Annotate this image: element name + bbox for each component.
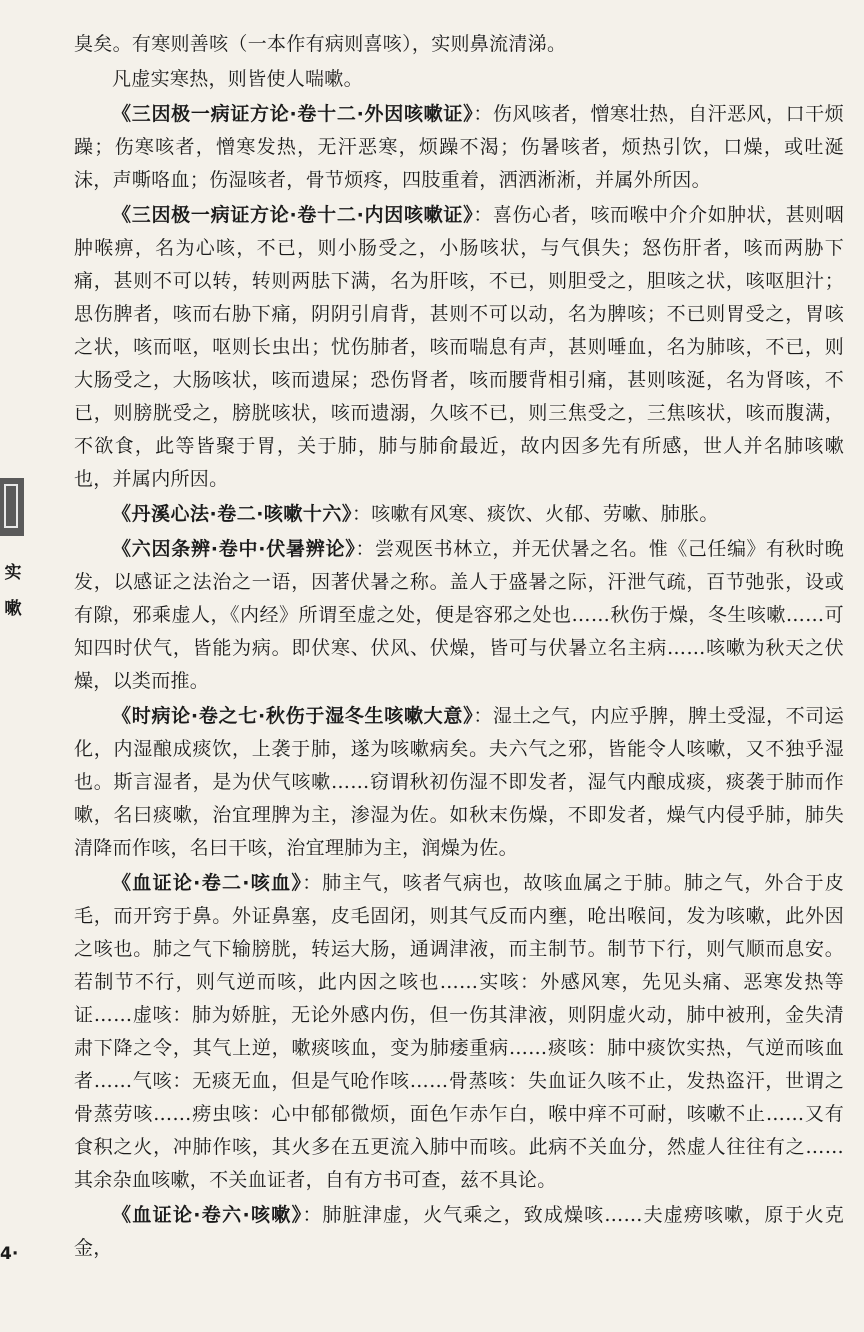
paragraph-text: ：肺主气，咳者气病也，故咳血属之于肺。肺之气，外合于皮毛，而开窍于鼻。外证鼻塞，皮毛固闭，则其气反而内壅，呛出喉间，发为咳嗽，此外因之咳也。肺之气下输膀胱，转运大肠，通调津液，而主制节。制节下行，则气顺而息安。若制节不行，则气逆而咳，此内因之咳也……实咳：外感风寒，先见头痛、恶寒发热等证……虚咳：肺为娇脏，无论外感内伤，但一伤其津液，则阴虚火动，肺中被刑，金失清肃下降之令，其气上逆，嗽痰咳血，变为肺痿重病……痰咳：肺中痰饮实热，气逆而咳血者……气咳：无痰无血，但是气呛作咳……骨蒸咳：失血证久咳不止，发热盗汗，世谓之骨蒸劳咳……痨虫咳：心中郁郁微烦，面色乍赤乍白，喉中痒不可耐，咳嗽不止……又有食积之火，冲肺作咳，其火多在五更流入肺中而咳。此病不关血分，然虚人往往有之……其余杂血咳嗽，不关血证者，自有方书可查，兹不具论。	[74, 872, 845, 1191]
paragraph	[74, 867, 844, 1197]
paragraph-text: ：尝观医书林立，并无伏暑之名。惟《己任编》有秋时晚发，以感证之法治之一语，因著伏暑之称。盖人于盛暑之际，汗泄气疏，百节弛张，设或有隙，邪乘虚人，《内经》所谓至虚之处，便是容邪之处也……秋伤于燥，冬生咳嗽……可知四时伏气，皆能为病。即伏寒、伏风、伏燥，皆可与伏暑立名主病……咳嗽为秋天之伏燥，以类而推。	[74, 538, 844, 692]
margin-char-1: 实	[4, 563, 22, 583]
source-title: 《时病论·卷之七·秋伤于湿冬生咳嗽大意》	[112, 705, 474, 727]
paragraph-text: ：喜伤心者，咳而喉中介介如肿状，甚则咽肿喉痹，名为心咳，不已，则小肠受之，小肠咳状，与气俱失；怒伤肝者，咳而两胁下痛，甚则不可以转，转则两胠下满，名为肝咳，不已，则胆受之，胆咳之状，咳呕胆汁；思伤脾者，咳而右胁下痛，阴阴引肩背，甚则不可以动，名为脾咳；不已则胃受之，胃咳之状，咳而呕，呕则长虫出；忧伤肺者，咳而喘息有声，甚则唾血，名为肺咳，不已，则大肠受之，大肠咳状，咳而遗屎；恐伤肾者，咳而腰背相引痛，甚则咳涎，名为肾咳，不已，则膀胱受之，膀胱咳状，咳而遗溺，久咳不已，则三焦受之，三焦咳状，咳而腹满，不欲食，此等皆聚于胃，关于肺，肺与肺俞最近，故内因多先有所感，世人并名肺咳嗽也，并属内所因。	[74, 204, 845, 490]
margin-char-2: 嗽	[4, 599, 22, 619]
edge-tab-marker	[0, 478, 24, 536]
paragraph	[74, 700, 844, 865]
page-body	[74, 28, 844, 1265]
paragraph	[74, 28, 844, 61]
paragraph	[74, 98, 844, 197]
paragraph	[74, 533, 844, 698]
paragraph	[74, 498, 844, 531]
paragraph-text: ：肺脏津虚，火气乘之，致成燥咳……夫虚痨咳嗽，原于火克金，	[74, 1204, 844, 1259]
source-title: 《血证论·卷六·咳嗽》	[112, 1204, 303, 1226]
paragraph-text: 凡虚实寒热，则皆使人喘嗽。	[112, 68, 363, 90]
paragraph-text: ：咳嗽有风寒、痰饮、火郁、劳嗽、肺胀。	[351, 503, 719, 525]
paragraph-text: ：湿土之气，内应乎脾，脾土受湿，不司运化，内湿酿成痰饮，上袭于肺，遂为咳嗽病矣。夫六气之邪，皆能令人咳嗽，又不独乎湿也。斯言湿者，是为伏气咳嗽……窃谓秋初伤湿不即发者，湿气内酿成痰，痰袭于肺而作嗽，名曰痰嗽，治宜理脾为主，渗湿为佐。如秋末伤燥，不即发者，燥气内侵乎肺，肺失清降而作咳，名曰干咳，治宜理肺为主，润燥为佐。	[74, 705, 845, 859]
source-title: 《三因极一病证方论·卷十二·外因咳嗽证》	[112, 103, 474, 125]
paragraph	[74, 199, 844, 496]
source-title: 《三因极一病证方论·卷十二·内因咳嗽证》	[112, 204, 474, 226]
page-number: 4·	[0, 1244, 19, 1264]
source-title: 《血证论·卷二·咳血》	[112, 872, 303, 894]
paragraph-text: 臭矣。有寒则善咳（一本作有病则喜咳），实则鼻流清涕。	[74, 33, 567, 55]
paragraph-text: ：伤风咳者，憎寒壮热，自汗恶风，口干烦躁；伤寒咳者，憎寒发热，无汗恶寒，烦躁不渴；伤暑咳者，烦热引饮，口燥，或吐涎沫，声嘶咯血；伤湿咳者，骨节烦疼，四肢重着，洒洒淅淅，并属外所因。	[74, 103, 845, 191]
source-title: 《六因条辨·卷中·伏暑辨论》	[112, 538, 356, 560]
paragraph	[74, 63, 844, 96]
source-title: 《丹溪心法·卷二·咳嗽十六》	[112, 503, 352, 525]
paragraph	[74, 1199, 844, 1265]
